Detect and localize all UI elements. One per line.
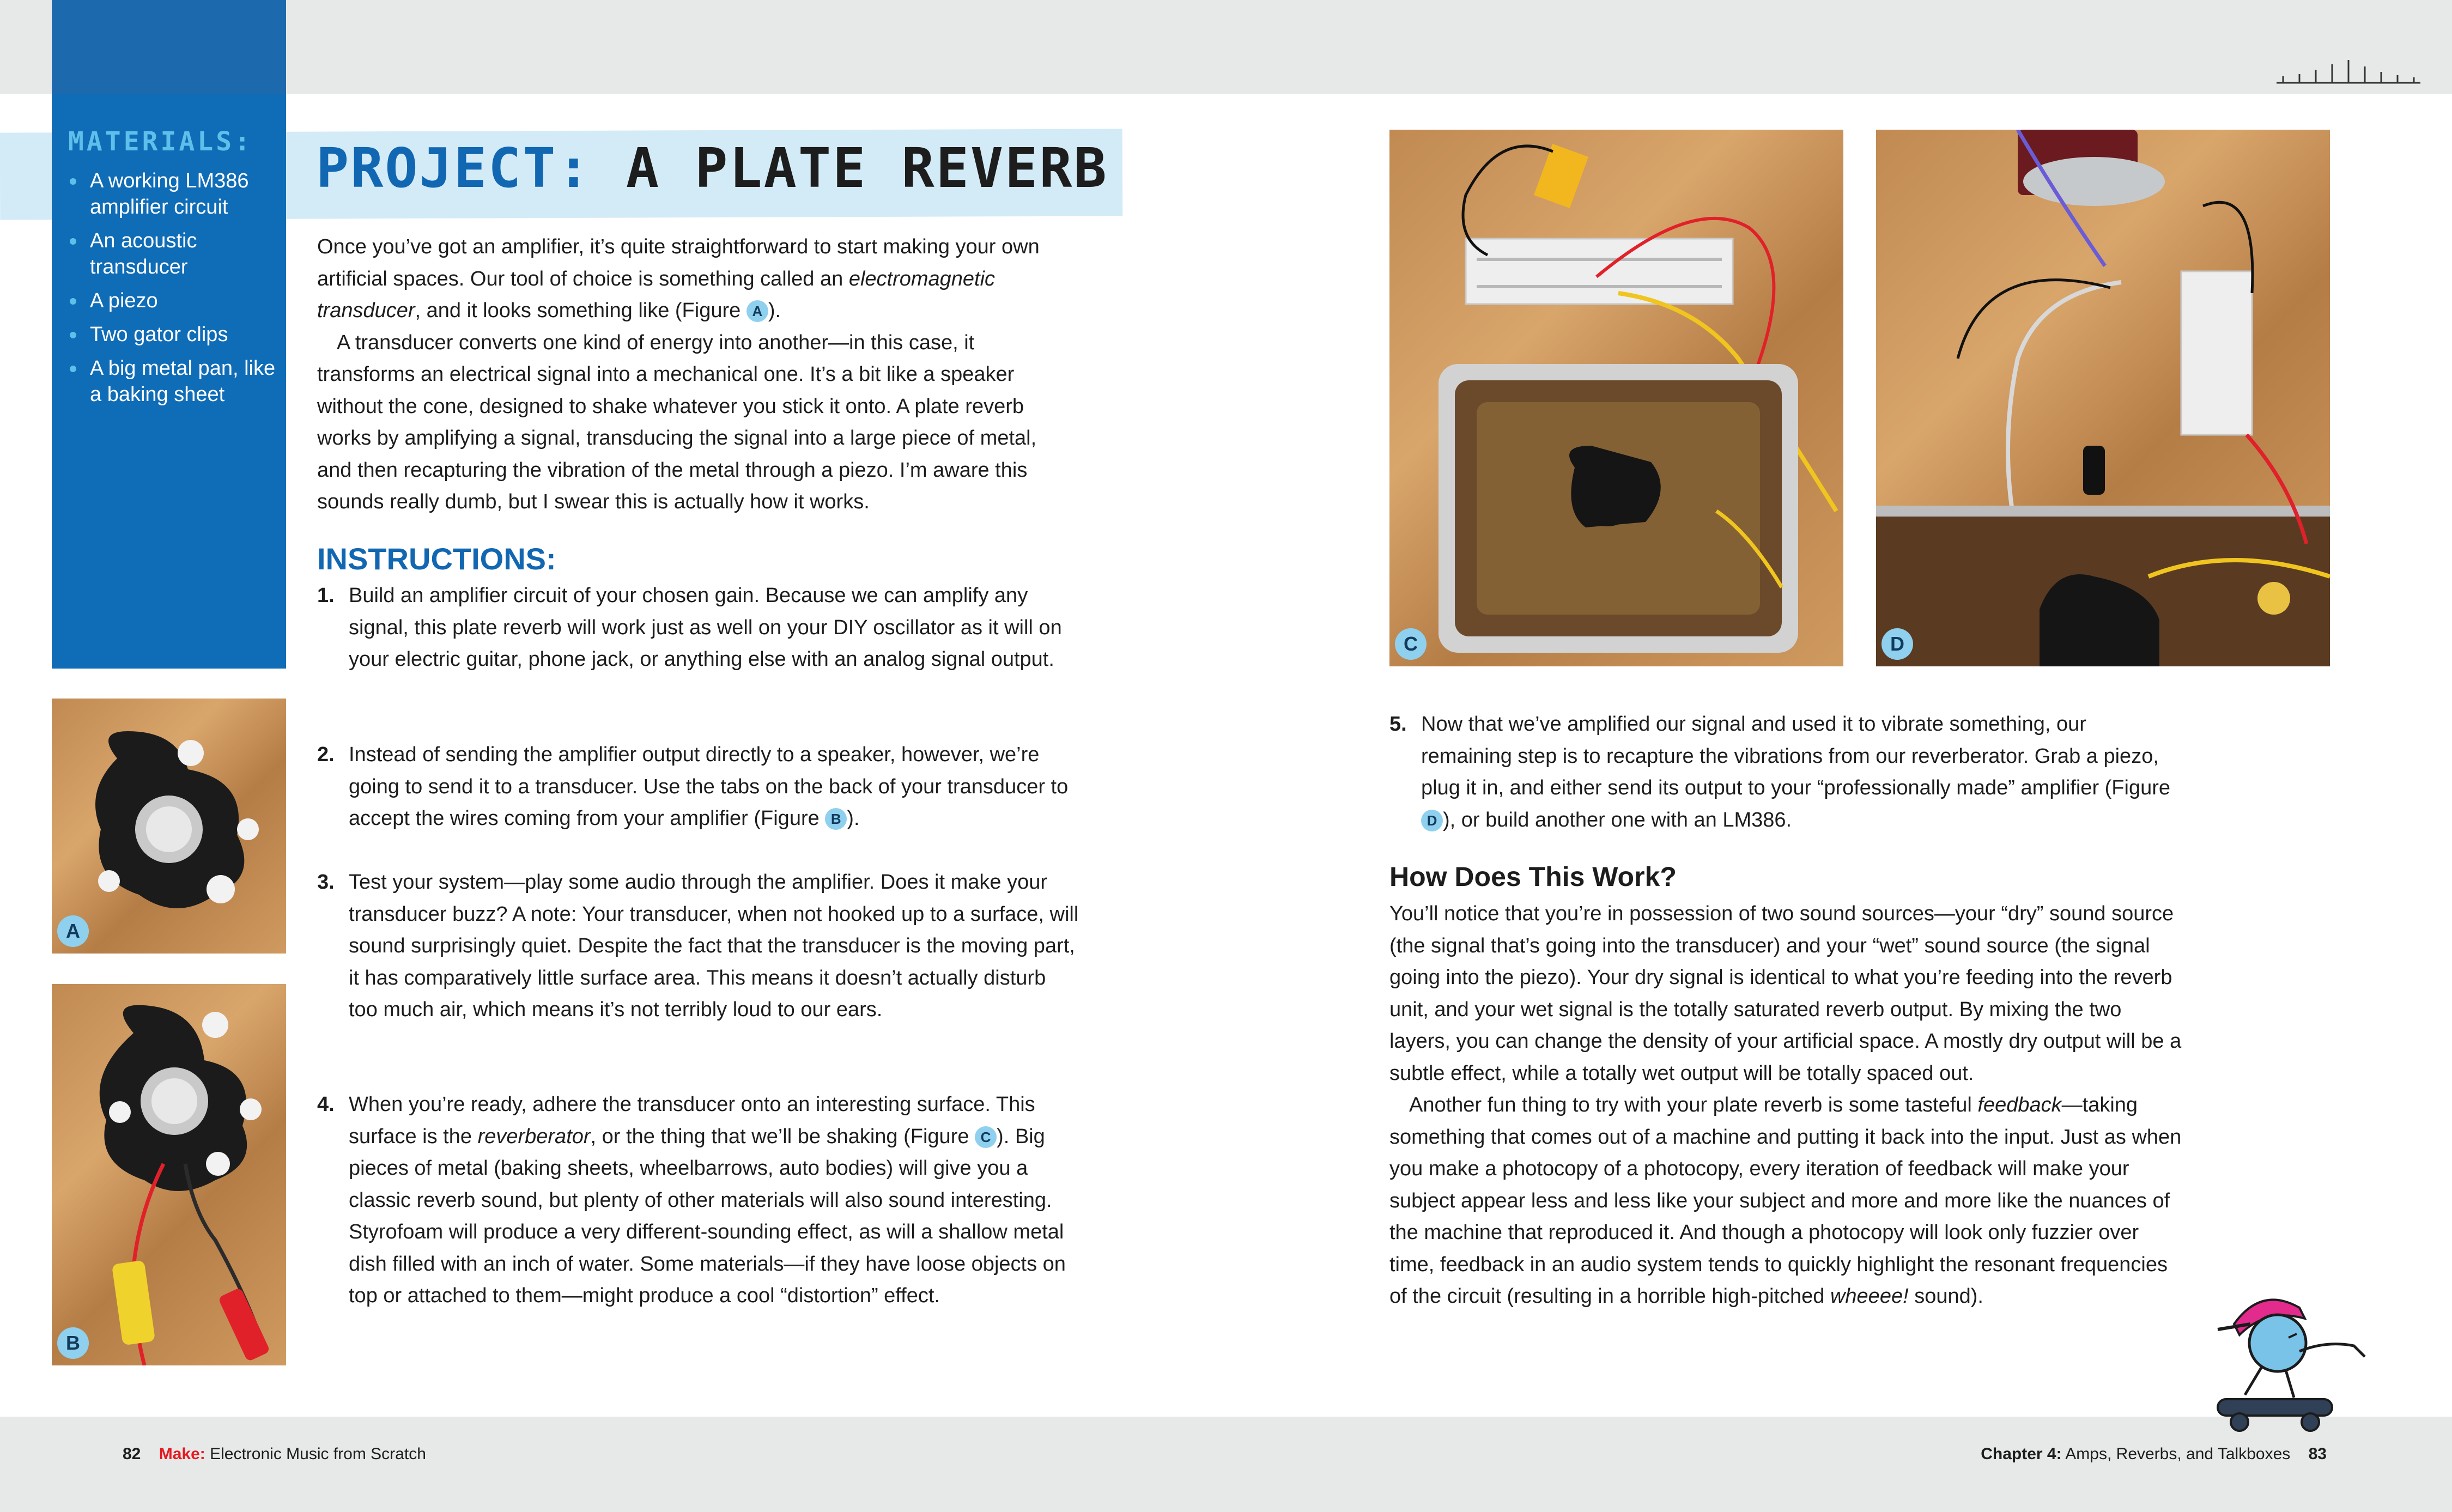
list-item: A working LM386 amplifier circuit (65, 168, 283, 220)
list-item: A big metal pan, like a baking sheet (65, 355, 283, 408)
chapter-label: Chapter 4: (1981, 1445, 2062, 1463)
materials-list (65, 168, 283, 415)
top-band (0, 0, 2452, 94)
ruler-icon (2272, 54, 2425, 87)
photo-label-a: A (57, 915, 89, 947)
materials-title: MATERIALS: (68, 126, 253, 157)
step-2: 2. Instead of sending the amplifier output directly to a speaker, however, we’re going to send it to a transducer. Use the tabs on the back of your transducer to accept the wires coming from your amplifier (Figure B ). (317, 743, 1069, 830)
figure-ref-b: B (825, 808, 847, 830)
photo-c (1389, 130, 1843, 666)
footer-left (123, 1445, 426, 1464)
instructions-heading: INSTRUCTIONS: (317, 542, 556, 576)
intro-paragraph-1: Once you’ve got an amplifier, it’s quite straightforward to start making your own artificial spaces. Our tool of choice is something called an electromagnetic transducer, and it looks something like (Figure A ). (317, 235, 1040, 322)
title-prefix: PROJECT: (316, 136, 592, 200)
how-paragraph-2: Another fun thing to try with your plate reverb is some tasteful feedback—taking something that comes out of a machine and putting it back into the input. Just as when you make a photocopy of a photocopy, every iteration of feedback will make your subject appear less and less like your subject and more and more like the nuances of the machine that reproduced it. And though a photocopy will look only fuzzier over time, feedback in an audio system tends to quickly highlight the resonant frequencies of the circuit (resulting in a horrible high-pitched wheeee! sound). (1389, 1094, 2182, 1308)
brand-name: Make: (159, 1445, 205, 1463)
list-item: Two gator clips (65, 321, 283, 348)
chapter-title: Amps, Reverbs, and Talkboxes (2065, 1445, 2291, 1463)
transducer-with-clips-image (52, 984, 286, 1365)
how-paragraph-1: You’ll notice that you’re in possession of two sound sources—your “dry” sound source (the signal that’s going into the transducer) and your “wet” sound source (the signal going into the piezo). Your dry signal is identical to what you’re feeding into the reverb unit, and your wet signal is the totally saturated reverb output. By mixing the two layers, you can change the density of your artificial space. A mostly dry output will be a subtle effect, while a totally wet output will be totally spaced out. (1389, 902, 2182, 1085)
step-4: 4. When you’re ready, adhere the transducer onto an interesting surface. This surface is the reverberator, or the thing that we’ll be shaking (Figure C ). Big pieces of metal (baking sheets, wheelbarrows, auto bodies) will give you a classic reverb sound, but plenty of other materials will also sound interesting. Styrofoam will produce a very different-sounding effect, as will a shallow metal dish filled with an inch of water. Some materials—if they have loose objects on top or attached to them—might produce a cool “distortion” effect. (317, 1093, 1066, 1307)
bottom-band (0, 1417, 2452, 1512)
photo-a (52, 699, 286, 954)
plate-reverb-setup-image (1389, 130, 1843, 666)
figure-ref-c: C (975, 1126, 997, 1148)
step-5: 5. Now that we’ve amplified our signal and used it to vibrate something, our remaining step is to recapture the vibrations from our reverberator. Grab a piezo, plug it in, and either send its output to your “professionally made” amplifier (Figure D ), or build another one with an LM386. (1389, 713, 2171, 831)
book-title: Electronic Music from Scratch (210, 1445, 426, 1463)
intro-paragraph-2: A transducer converts one kind of energy into another—in this case, it transforms an electrical signal into a mechanical one. It’s a bit like a speaker without the cone, designed to shake whatever you stick it onto. A plate reverb works by amplifying a signal, transducing the signal into a large piece of metal, and then recapturing the vibration of the metal through a piezo. I’m aware this sounds really dumb, but I swear this is actually how it works. (317, 331, 1037, 513)
transducer-image (52, 699, 286, 954)
intro-text (317, 231, 1069, 518)
figure-ref-d: D (1421, 810, 1443, 831)
piezo-pickup-setup-image (1876, 130, 2330, 666)
how-text (1389, 898, 2185, 1313)
list-item: A piezo (65, 288, 283, 314)
page-number-left: 82 (123, 1445, 141, 1463)
figure-ref-a: A (746, 300, 768, 322)
page-number-right: 83 (2308, 1445, 2327, 1463)
photo-d (1876, 130, 2330, 666)
skateboard-character-illustration (2196, 1275, 2381, 1438)
photo-label-d: D (1882, 628, 1913, 660)
photo-label-c: C (1395, 628, 1427, 660)
list-item: An acoustic transducer (65, 228, 283, 280)
how-heading: How Does This Work? (1389, 861, 1677, 892)
step-1: 1. Build an amplifier circuit of your chosen gain. Because we can amplify any signal, this plate reverb will work just as well on your DIY oscillator as it will on your electric guitar, phone jack, or anything else with an analog signal output. (317, 584, 1062, 671)
footer-right (1981, 1445, 2327, 1464)
sidebar-top (52, 0, 286, 94)
page-title (316, 136, 1108, 200)
step-3: 3. Test your system—play some audio through the amplifier. Does it make your transducer buzz? A note: Your transducer, when not hooked up to a surface, will sound surprisingly quiet. Despite the fact that the transducer is the moving part, it has comparatively little surface area. This means it doesn’t actually disturb too much air, which means it’s not terribly loud to our ears. (317, 871, 1079, 1021)
title-main: A PLATE REVERB (626, 136, 1108, 200)
photo-label-b: B (57, 1327, 89, 1359)
photo-b (52, 984, 286, 1365)
